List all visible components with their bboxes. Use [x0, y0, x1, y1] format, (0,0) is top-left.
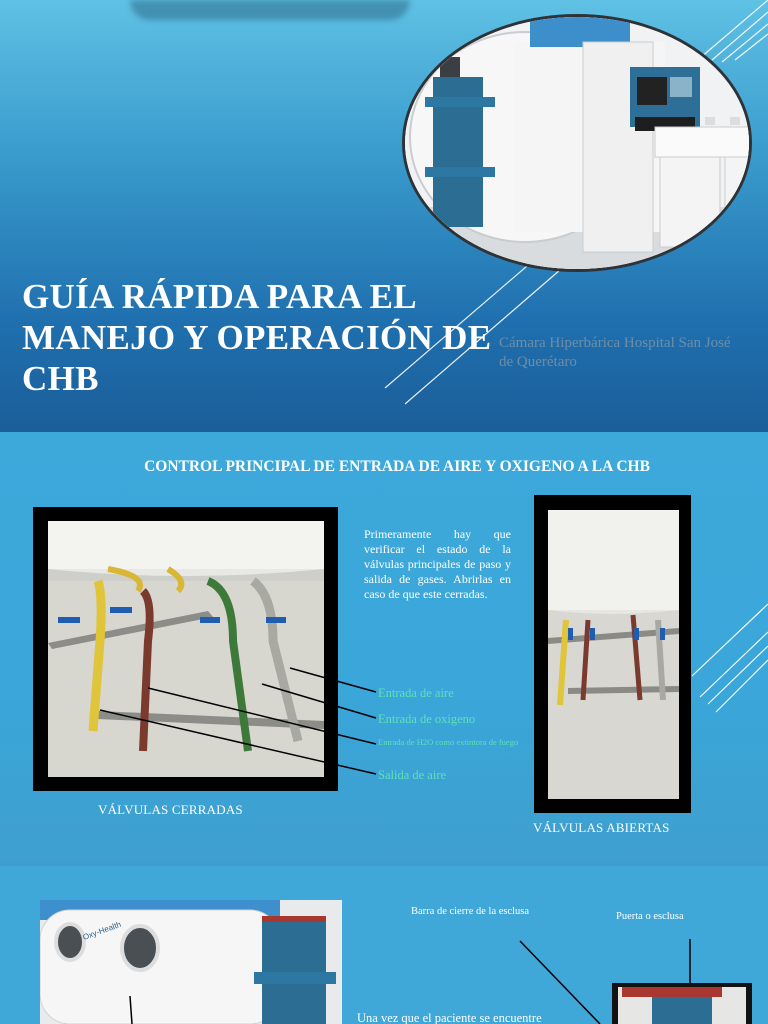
label-water-inlet: Entrada de H2O como extintora de fuego [378, 737, 519, 747]
open-valves-photo [548, 510, 679, 799]
door-instructions-text: Una vez que el paciente se encuentre [357, 1011, 542, 1024]
door-slide [0, 866, 768, 1024]
closed-valves-photo [48, 521, 324, 777]
chamber-door-photo [40, 900, 342, 1024]
label-oxygen-inlet: Entrada de oxigeno [378, 712, 476, 726]
label-lock-bar: Barra de cierre de la esclusa [411, 906, 530, 917]
label-air-inlet: Entrada de aire [378, 686, 454, 700]
instructions-text: Primeramente hay que verificar el estado de la válvulas principales de paso y salida de gases. Abrirlas en caso de que este cerradas. [364, 527, 511, 601]
presentation-title: GUÍA RÁPIDA PARA EL MANEJO Y OPERACIÓN DE CHB [22, 277, 492, 398]
label-air-outlet: Salida de aire [378, 768, 447, 782]
caption-closed-valves: VÁLVULAS CERRADAS [98, 802, 243, 817]
hyperbaric-chamber-photo [402, 14, 752, 272]
slide-heading: CONTROL PRINCIPAL DE ENTRADA DE AIRE Y OXIGENO A LA CHB [144, 458, 650, 475]
caption-open-valves: VÁLVULAS ABIERTAS [533, 820, 670, 835]
presentation-subtitle: Cámara Hiperbárica Hospital San José de Querétaro [499, 335, 731, 370]
door-detail-photo [612, 983, 752, 1024]
label-door: Puerta o esclusa [616, 911, 684, 922]
svg-text:Oxy-Health: Oxy-Health [81, 919, 123, 942]
title-slide [0, 0, 768, 432]
valves-slide [0, 432, 768, 866]
